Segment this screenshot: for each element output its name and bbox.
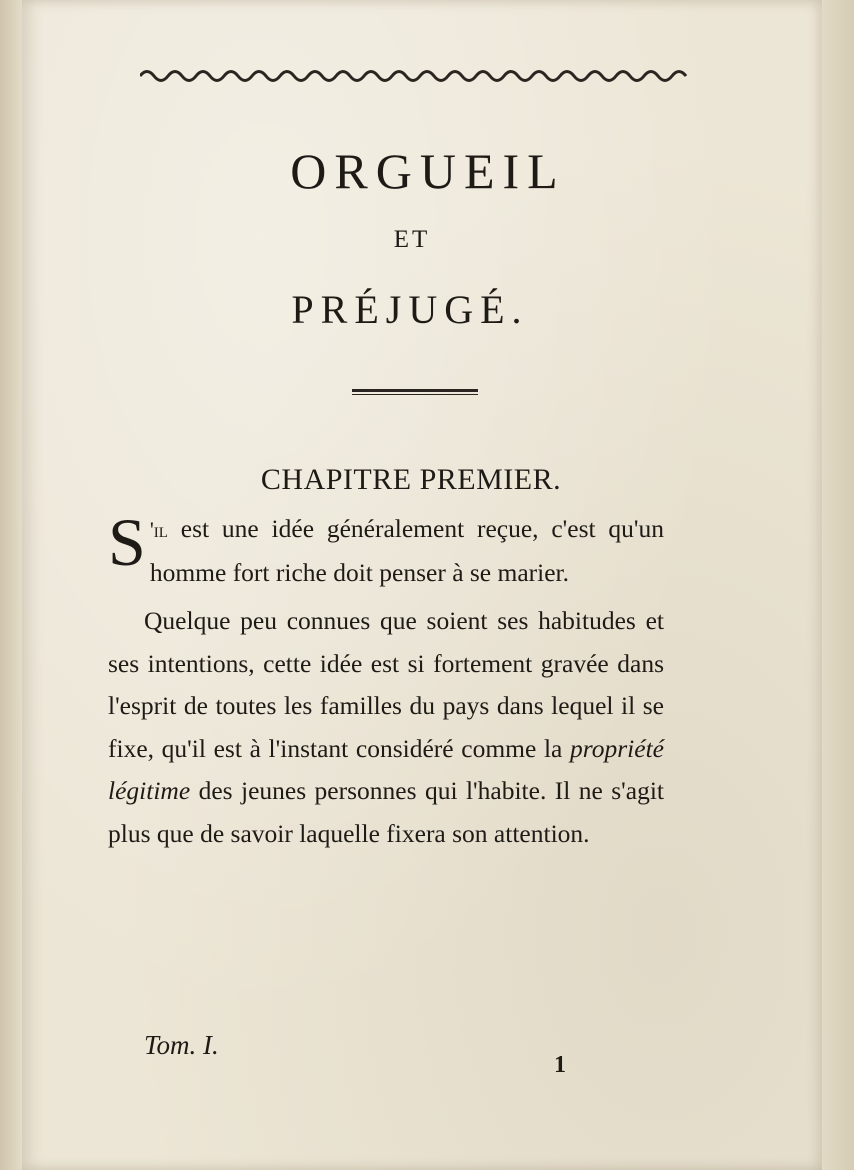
paragraph-1 [108, 504, 664, 594]
book-page [22, 0, 822, 1170]
paragraph-1-text: est une idée généralement reçue, c'est qu'un homme fort riche doit penser à se marier. [149, 514, 664, 587]
drop-cap: S [108, 504, 146, 580]
small-caps-word: 'il [149, 517, 168, 542]
paragraph-2 [108, 600, 664, 855]
signature-mark: Tom. I. [144, 1030, 219, 1060]
paragraph-2-before: Quelque peu connues que soient ses habitudes et ses intentions, cette idée est si fortement gravée dans l'esprit de toutes les familles du pays dans lequel il se fixe, qu'il est à l'instant considéré comme la [108, 606, 664, 763]
chapter-heading: CHAPITRE PREMIER. [260, 463, 562, 496]
head-ornament [140, 64, 690, 88]
title-line-3: PRÉJUGÉ. [291, 287, 529, 332]
title-line-2: ET [393, 226, 431, 253]
title-line-1: ORGUEIL [290, 143, 566, 199]
book-gutter [0, 0, 22, 1170]
page-number: 1 [554, 1052, 566, 1078]
paragraph-2-after: des jeunes personnes qui l'habite. Il ne s'agit plus que de savoir laquelle fixera son attention. [108, 776, 664, 848]
body-text [108, 504, 664, 855]
paragraph-2-italic: propriété légitime [108, 733, 664, 805]
title-rule [352, 389, 478, 397]
